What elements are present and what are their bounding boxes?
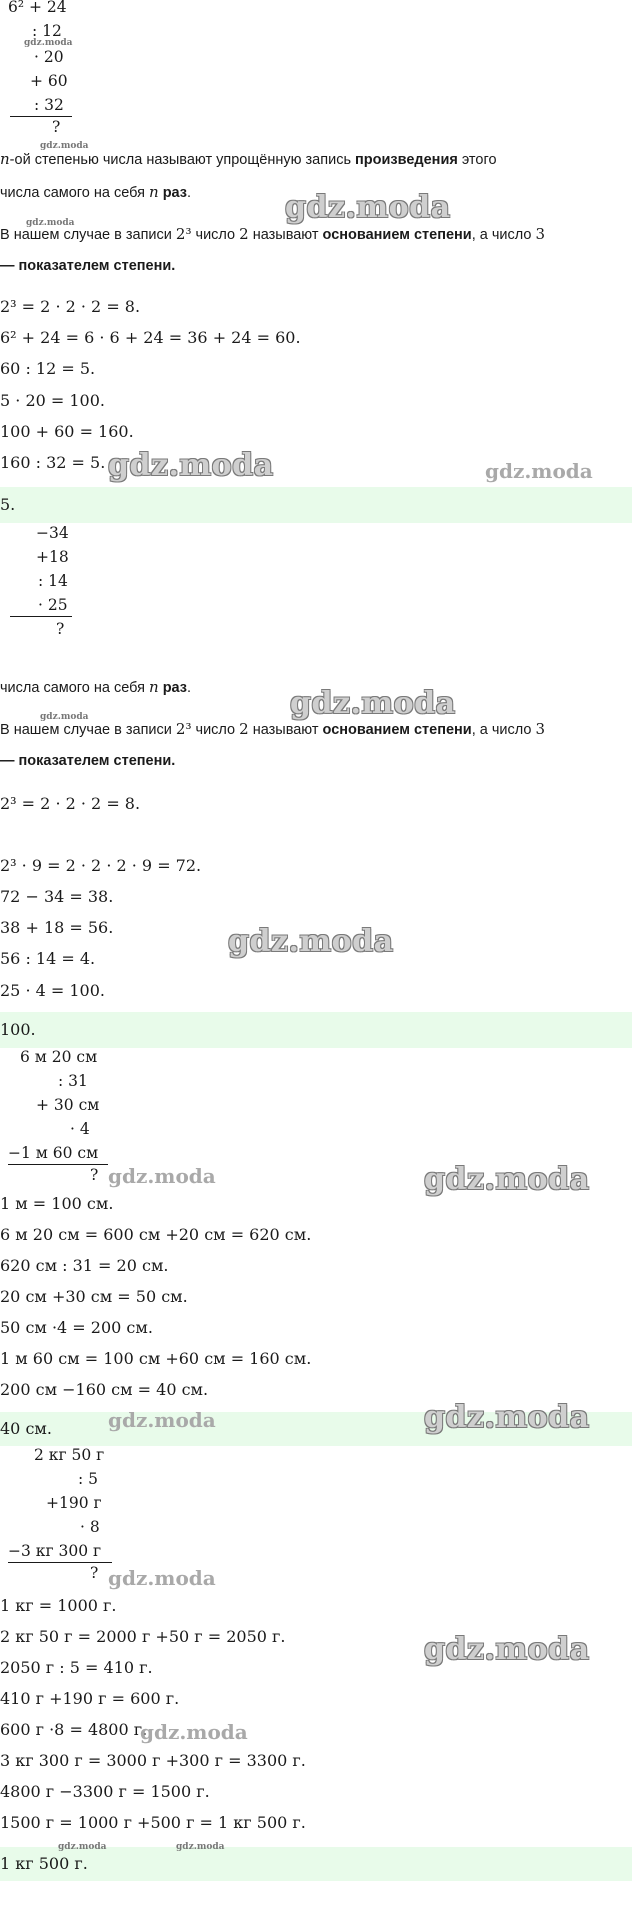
step-line: 100 + 60 = 160. [0,422,134,441]
n-symbol: n [149,183,159,201]
step-line: 410 г +190 г = 600 г. [0,1689,180,1708]
answer: 1 кг 500 г. [0,1854,88,1873]
chain-item: +18 [36,548,69,566]
chain-item: −1 м 60 см [8,1144,99,1162]
chain-item: ? [56,620,65,638]
power: 2³ [175,225,192,243]
chain-item: · 8 [80,1518,100,1536]
definition-line-2 [0,678,191,696]
text: числа самого на себя [0,680,149,696]
watermark-logo: gdz.moda [108,1408,216,1432]
text: число [191,227,240,243]
chain-item: 6² + 24 [8,0,67,16]
watermark-logo: gdz.moda [176,1842,225,1852]
bold-text: — показателем степени. [0,753,176,769]
watermark-logo: gdz.moda [485,459,593,483]
bold-text: произведения [355,152,458,168]
step-line: 2³ = 2 · 2 · 2 = 8. [0,297,141,316]
step-line: 50 см ·4 = 200 см. [0,1318,153,1337]
step-line: 4800 г −3300 г = 1500 г. [0,1782,210,1801]
chain-item: −34 [36,524,69,542]
step-line: 2³ = 2 · 2 · 2 = 8. [0,794,141,813]
step-line: 38 + 18 = 56. [0,918,114,937]
answer: 5. [0,495,16,514]
watermark-logo: gdz.moda [285,190,451,225]
step-line: 6 м 20 см = 600 см +20 см = 620 см. [0,1225,312,1244]
text: этого [457,152,497,168]
chain-item: · 4 [70,1120,90,1138]
chain-item: 2 кг 50 г [34,1446,105,1464]
power: 2³ [175,720,192,738]
underline [8,1562,112,1563]
bold-text: основанием степени [322,227,472,243]
text: , а число [471,722,536,738]
answer-band [0,1847,632,1881]
chain-item: + 60 [30,72,68,90]
watermark-logo: gdz.moda [26,218,75,228]
underline [10,116,72,117]
step-line: 5 · 20 = 100. [0,391,105,410]
text: В нашем случае в записи [0,722,176,738]
step-line: 2³ · 9 = 2 · 2 · 2 · 9 = 72. [0,856,202,875]
watermark-logo: gdz.moda [424,1632,590,1667]
chain-item: 6 м 20 см [20,1048,98,1066]
chain-item: −3 кг 300 г [8,1542,102,1560]
step-line: 1 м 60 см = 100 см +60 см = 160 см. [0,1349,312,1368]
chain-item: ? [90,1166,99,1184]
chain-item: ? [52,118,61,136]
step-line: 20 см +30 см = 50 см. [0,1287,188,1306]
definition-line-1 [0,150,497,168]
chain-item: · 20 [34,48,64,66]
step-line: 1500 г = 1000 г +500 г = 1 кг 500 г. [0,1813,306,1832]
text: называют [248,227,323,243]
step-line: 2 кг 50 г = 2000 г +50 г = 2050 г. [0,1627,286,1646]
chain-item: +190 г [46,1494,102,1512]
watermark-logo: gdz.moda [108,1164,216,1188]
step-line: 25 · 4 = 100. [0,981,105,1000]
step-line: 56 : 14 = 4. [0,949,96,968]
n-symbol: n [149,678,159,696]
step-line: 6² + 24 = 6 · 6 + 24 = 36 + 24 = 60. [0,328,301,347]
chain-item: ? [90,1564,99,1582]
text: . [187,185,192,201]
step-line: 3 кг 300 г = 3000 г +300 г = 3300 г. [0,1751,306,1770]
watermark-logo: gdz.moda [108,448,274,483]
text: числа самого на себя [0,185,149,201]
text: В нашем случае в записи [0,227,176,243]
chain-item: : 31 [58,1072,88,1090]
chain-item: + 30 см [36,1096,100,1114]
step-line: 2050 г : 5 = 410 г. [0,1658,153,1677]
definition-line-4 [0,258,175,274]
number: 2 [239,720,249,738]
number: 3 [535,225,546,243]
step-line: 60 : 12 = 5. [0,359,96,378]
chain-item: : 5 [78,1470,99,1488]
bold-text: — показателем степени. [0,258,176,274]
watermark-logo: gdz.moda [24,38,73,48]
chain-item: : 32 [34,96,64,114]
number: 3 [535,720,546,738]
chain-item: : 14 [38,572,68,590]
definition-line-3 [0,225,545,243]
text: , а число [471,227,536,243]
watermark-logo: gdz.moda [424,1162,590,1197]
n-symbol: n [0,150,10,168]
underline [8,1164,108,1165]
step-line: 620 см : 31 = 20 см. [0,1256,169,1275]
underline [10,616,72,617]
definition-line-4 [0,753,175,769]
step-line: 600 г ·8 = 4800 г. [0,1720,148,1739]
step-line: 160 : 32 = 5. [0,453,106,472]
number: 2 [239,225,249,243]
bold-text: раз [162,680,188,696]
step-line: 1 м = 100 см. [0,1194,114,1213]
definition-line-3 [0,720,545,738]
text: число [191,722,240,738]
watermark-logo: gdz.moda [228,924,394,959]
step-line: 200 см −160 см = 40 см. [0,1380,209,1399]
answer-band [0,1012,632,1048]
watermark-logo: gdz.moda [108,1566,216,1590]
watermark-logo: gdz.moda [424,1400,590,1435]
step-line: 72 − 34 = 38. [0,887,114,906]
bold-text: основанием степени [322,722,472,738]
text: . [187,680,192,696]
answer-band [0,487,632,523]
bold-text: раз [162,185,188,201]
watermark-logo: gdz.moda [40,712,89,722]
answer: 100. [0,1020,36,1039]
chain-item: : 12 [32,22,62,40]
text: -ой степенью числа называют упрощённую запись [9,152,356,168]
watermark-logo: gdz.moda [58,1842,107,1852]
definition-line-2 [0,183,191,201]
watermark-logo: gdz.moda [140,1720,248,1744]
text: называют [248,722,323,738]
chain-item: · 25 [38,596,68,614]
step-line: 1 кг = 1000 г. [0,1596,117,1615]
watermark-logo: gdz.moda [40,141,89,151]
answer: 40 см. [0,1419,52,1438]
watermark-logo: gdz.moda [290,686,456,721]
